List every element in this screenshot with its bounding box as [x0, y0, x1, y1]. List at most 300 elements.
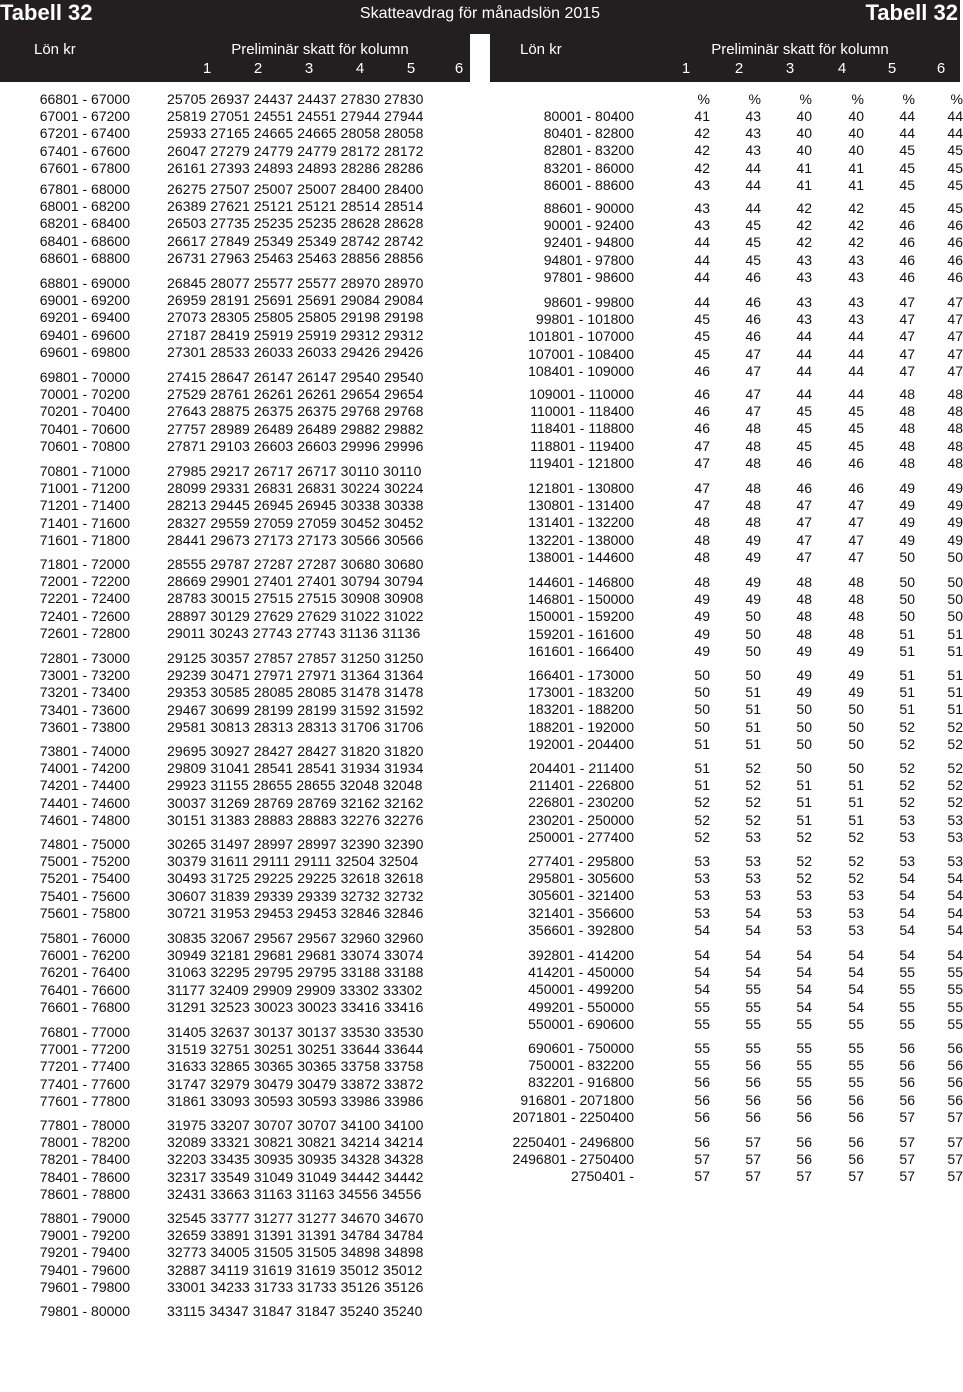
- percent-value: 56: [796, 1134, 812, 1150]
- tax-values: 33001 34233 31733 31733 35126 35126: [167, 1278, 424, 1295]
- percent-value: 48: [899, 420, 915, 437]
- percent-value: 43: [848, 268, 864, 285]
- percent-value: 52: [947, 794, 963, 811]
- percent-value: 43: [745, 142, 761, 159]
- percent-value: 44: [899, 108, 915, 124]
- percent-value: 51: [694, 777, 710, 794]
- percent-value: 57: [899, 1151, 915, 1168]
- percent-value: 48: [947, 403, 963, 420]
- percent-value: 48: [694, 574, 710, 590]
- percent-value: 43: [848, 251, 864, 268]
- tax-values: 27985 29217 26717 26717 30110 30110: [167, 463, 422, 479]
- percent-value: 45: [947, 200, 963, 216]
- percent-value: 55: [796, 1015, 812, 1032]
- percent-value: 48: [899, 386, 915, 402]
- percent-value: 56: [947, 1040, 963, 1056]
- percent-value: 55: [899, 964, 915, 981]
- percent-value: 57: [694, 1151, 710, 1168]
- tax-values: 26959 28191 25691 25691 29084 29084: [167, 292, 424, 309]
- percent-value: 49: [694, 642, 710, 659]
- percent-value: 49: [899, 497, 915, 514]
- salary-range: 79001 - 79200: [39, 1227, 130, 1244]
- percent-value: 49: [848, 642, 864, 659]
- percent-value: 53: [848, 887, 864, 904]
- percent-value: 51: [947, 684, 963, 701]
- percent-value: 47: [848, 548, 864, 565]
- tax-values: 32317 33549 31049 31049 34442 34442: [167, 1168, 424, 1185]
- tax-values: 32773 34005 31505 31505 34898 34898: [167, 1244, 424, 1261]
- percent-value: 48: [899, 437, 915, 454]
- tax-values: 32887 34119 31619 31619 35012 35012: [167, 1261, 423, 1278]
- tax-values: 31975 33207 30707 30707 34100 34100: [167, 1117, 424, 1133]
- percent-value: 51: [694, 760, 710, 776]
- percent-value: 41: [694, 108, 710, 124]
- salary-range: 73001 - 73200: [39, 667, 130, 684]
- salary-range: 2750401 -: [570, 1168, 634, 1185]
- salary-range: 67601 - 67800: [39, 159, 130, 176]
- percent-value: 48: [848, 625, 864, 642]
- percent-value: 56: [745, 1091, 761, 1108]
- percent-value: 52: [899, 735, 915, 752]
- percent-value: 52: [745, 777, 761, 794]
- salary-range: 204401 - 211400: [529, 760, 634, 776]
- percent-value: 46: [848, 454, 864, 471]
- percent-value: 52: [745, 811, 761, 828]
- percent-value: 52: [848, 853, 864, 869]
- percent-value: 53: [694, 887, 710, 904]
- percent-value: 49: [694, 591, 710, 608]
- percent-value: 51: [694, 735, 710, 752]
- percent-value: 45: [848, 437, 864, 454]
- percent-value: 48: [947, 420, 963, 437]
- percent-value: 55: [899, 998, 915, 1015]
- salary-range: 75201 - 75400: [39, 870, 130, 887]
- percent-value: 53: [848, 904, 864, 921]
- salary-range: 74601 - 74800: [39, 811, 130, 828]
- salary-range: 74201 - 74400: [39, 777, 130, 794]
- percent-value: 46: [745, 268, 761, 285]
- percent-value: 42: [694, 159, 710, 176]
- percent-value: 55: [848, 1074, 864, 1091]
- percent-value: 57: [694, 1168, 710, 1185]
- percent-value: 56: [694, 1074, 710, 1091]
- percent-value: 57: [848, 1168, 864, 1185]
- tax-values: 30949 32181 29681 29681 33074 33074: [167, 947, 424, 964]
- percent-value: 49: [694, 608, 710, 625]
- salary-range: 72401 - 72600: [39, 607, 130, 624]
- tax-values: 26845 28077 25577 25577 28970 28970: [167, 275, 424, 291]
- tax-values: 31063 32295 29795 29795 33188 33188: [167, 964, 424, 981]
- percent-value: 48: [745, 480, 761, 496]
- percent-value: 55: [899, 1015, 915, 1032]
- salary-range: 74001 - 74200: [39, 760, 130, 777]
- salary-range: 499201 - 550000: [528, 998, 634, 1015]
- percent-value: 55: [745, 1040, 761, 1056]
- tax-values: 30607 31839 29339 29339 32732 32732: [167, 887, 424, 904]
- percent-value: 43: [745, 125, 761, 142]
- salary-range: 450001 - 499200: [528, 981, 634, 998]
- salary-range: 80401 - 82800: [543, 125, 634, 142]
- salary-range: 71401 - 71600: [39, 514, 130, 531]
- percent-value: 51: [745, 684, 761, 701]
- percent-value: 43: [848, 311, 864, 328]
- salary-range: 99801 - 101800: [535, 311, 634, 328]
- tax-values: 27871 29103 26603 26603 29996 29996: [167, 437, 424, 454]
- salary-range: 69201 - 69400: [39, 309, 130, 326]
- salary-range: 183201 - 188200: [528, 701, 634, 718]
- salary-range: 76401 - 76600: [39, 981, 130, 998]
- percent-value: 51: [947, 625, 963, 642]
- percent-value: 56: [899, 1040, 915, 1056]
- percent-value: 54: [796, 947, 812, 963]
- percent-value: 51: [796, 811, 812, 828]
- salary-range: 173001 - 183200: [528, 684, 634, 701]
- percent-value: 47: [745, 362, 761, 379]
- salary-range: 94801 - 97800: [543, 251, 634, 268]
- percent-value: 42: [796, 234, 812, 251]
- salary-range: 88601 - 90000: [543, 200, 634, 216]
- tax-values: 31633 32865 30365 30365 33758 33758: [167, 1058, 424, 1075]
- percent-value: 52: [947, 760, 963, 776]
- salary-range: 305601 - 321400: [528, 887, 634, 904]
- percent-value: 53: [796, 921, 812, 938]
- percent-value: 48: [899, 454, 915, 471]
- percent-value: 47: [848, 531, 864, 548]
- percent-sign: %: [851, 91, 864, 107]
- salary-range: 76801 - 77000: [39, 1024, 130, 1040]
- salary-range: 82801 - 83200: [543, 142, 634, 159]
- percent-value: 48: [745, 420, 761, 437]
- percent-value: 56: [947, 1074, 963, 1091]
- tax-values: 26731 27963 25463 25463 28856 28856: [167, 249, 424, 266]
- salary-range: 690601 - 750000: [528, 1040, 634, 1056]
- tax-values: 27643 28875 26375 26375 29768 29768: [167, 403, 424, 420]
- salary-range: 110001 - 118400: [530, 403, 634, 420]
- salary-range: 77001 - 77200: [39, 1041, 130, 1058]
- percent-value: 45: [899, 200, 915, 216]
- percent-value: 44: [694, 234, 710, 251]
- tax-values: 31291 32523 30023 30023 33416 33416: [167, 998, 424, 1015]
- salary-range: 277401 - 295800: [528, 853, 634, 869]
- salary-range: 2250401 - 2496800: [512, 1134, 634, 1150]
- salary-range: 73201 - 73400: [39, 684, 130, 701]
- percent-value: 47: [947, 362, 963, 379]
- percent-value: 52: [947, 735, 963, 752]
- salary-range: 67001 - 67200: [39, 108, 130, 125]
- salary-range: 108401 - 109000: [528, 362, 634, 379]
- percent-value: 46: [947, 268, 963, 285]
- percent-value: 43: [796, 268, 812, 285]
- percent-value: 47: [899, 345, 915, 362]
- salary-range: 80001 - 80400: [543, 108, 634, 124]
- percent-value: 52: [694, 828, 710, 845]
- column-number: 5: [406, 60, 416, 77]
- percent-value: 48: [694, 531, 710, 548]
- percent-value: 50: [745, 625, 761, 642]
- percent-value: 49: [947, 531, 963, 548]
- percent-value: 46: [899, 234, 915, 251]
- tax-values: 27073 28305 25805 25805 29198 29198: [167, 309, 424, 326]
- percent-value: 55: [796, 1074, 812, 1091]
- percent-value: 48: [848, 574, 864, 590]
- salary-range: 73401 - 73600: [39, 701, 130, 718]
- percent-value: 40: [796, 125, 812, 142]
- salary-range: 230201 - 250000: [528, 811, 634, 828]
- salary-range: 161601 - 166400: [528, 642, 634, 659]
- salary-range: 75001 - 75200: [39, 853, 130, 870]
- percent-value: 51: [745, 718, 761, 735]
- salary-range: 79201 - 79400: [39, 1244, 130, 1261]
- percent-value: 55: [848, 1015, 864, 1032]
- percent-value: 40: [848, 142, 864, 159]
- percent-value: 48: [694, 548, 710, 565]
- percent-value: 55: [947, 981, 963, 998]
- percent-value: 50: [796, 701, 812, 718]
- salary-range: 73801 - 74000: [39, 743, 130, 759]
- percent-value: 43: [745, 108, 761, 124]
- title-bar: [0, 0, 960, 34]
- percent-value: 50: [947, 574, 963, 590]
- percent-value: 48: [796, 625, 812, 642]
- salary-range: 119401 - 121800: [529, 454, 634, 471]
- salary-range: 86001 - 88600: [543, 176, 634, 193]
- percent-value: 52: [899, 794, 915, 811]
- table-title-right: Tabell 32: [865, 0, 958, 25]
- percent-value: 53: [694, 870, 710, 887]
- column-number: 4: [837, 60, 847, 77]
- percent-value: 49: [899, 514, 915, 531]
- percent-value: 56: [947, 1057, 963, 1074]
- column-number: 1: [681, 60, 691, 77]
- percent-value: 40: [796, 108, 812, 124]
- salary-range: 67401 - 67600: [39, 142, 130, 159]
- salary-range: 144601 - 146800: [528, 574, 634, 590]
- column-number: 3: [304, 60, 314, 77]
- salary-range: 75801 - 76000: [39, 930, 130, 946]
- percent-value: 55: [947, 998, 963, 1015]
- salary-range: 550001 - 690600: [528, 1015, 634, 1032]
- percent-value: 45: [947, 159, 963, 176]
- tax-values: 27187 28419 25919 25919 29312 29312: [167, 326, 424, 343]
- column-number: 2: [734, 60, 744, 77]
- percent-value: 51: [947, 642, 963, 659]
- percent-value: 50: [796, 760, 812, 776]
- percent-value: 49: [899, 531, 915, 548]
- salary-range: 166401 - 173000: [528, 667, 634, 683]
- percent-value: 45: [745, 217, 761, 234]
- salary-range: 101801 - 107000: [528, 328, 634, 345]
- salary-range: 68401 - 68600: [39, 232, 130, 249]
- percent-value: 50: [694, 718, 710, 735]
- percent-value: 54: [796, 981, 812, 998]
- salary-range: 67201 - 67400: [39, 125, 130, 142]
- tax-values: 26047 27279 24779 24779 28172 28172: [167, 142, 424, 159]
- tax-values: 26161 27393 24893 24893 28286 28286: [167, 159, 424, 176]
- percent-value: 45: [694, 345, 710, 362]
- salary-range: 67801 - 68000: [39, 181, 130, 197]
- salary-range: 70201 - 70400: [39, 403, 130, 420]
- percent-value: 53: [848, 921, 864, 938]
- percent-value: 42: [796, 200, 812, 216]
- table-title-left: Tabell 32: [0, 0, 93, 25]
- percent-value: 44: [796, 362, 812, 379]
- percent-value: 48: [848, 591, 864, 608]
- tax-values: 30721 31953 29453 29453 32846 32846: [167, 904, 424, 921]
- percent-value: 50: [899, 608, 915, 625]
- salary-range: 131401 - 132200: [528, 514, 634, 531]
- percent-value: 54: [848, 947, 864, 963]
- salary-range: 68201 - 68400: [39, 215, 130, 232]
- salary-range: 188201 - 192000: [528, 718, 634, 735]
- percent-value: 56: [694, 1134, 710, 1150]
- percent-value: 53: [899, 853, 915, 869]
- salary-range: 98601 - 99800: [543, 294, 634, 310]
- tax-values: 28555 29787 27287 27287 30680 30680: [167, 556, 424, 572]
- salary-range: 68801 - 69000: [39, 275, 130, 291]
- lon-label: Lön kr: [520, 41, 562, 58]
- percent-value: 50: [796, 718, 812, 735]
- percent-value: 51: [899, 684, 915, 701]
- tax-values: 28099 29331 26831 26831 30224 30224: [167, 480, 424, 497]
- percent-value: 49: [947, 514, 963, 531]
- percent-value: 47: [947, 345, 963, 362]
- percent-value: 46: [694, 386, 710, 402]
- salary-range: 78601 - 78800: [39, 1185, 130, 1202]
- salary-range: 77601 - 77800: [39, 1092, 130, 1109]
- percent-value: 45: [796, 403, 812, 420]
- percent-value: 44: [745, 176, 761, 193]
- salary-range: 159201 - 161600: [528, 625, 634, 642]
- tax-values: 30493 31725 29225 29225 32618 32618: [167, 870, 424, 887]
- percent-value: 46: [694, 362, 710, 379]
- percent-value: 55: [796, 1057, 812, 1074]
- tax-values: 27301 28533 26033 26033 29426 29426: [167, 343, 424, 360]
- tax-values: 29353 30585 28085 28085 31478 31478: [167, 684, 424, 701]
- salary-range: 66801 - 67000: [39, 91, 130, 107]
- column-number: 5: [887, 60, 897, 77]
- percent-value: 48: [947, 454, 963, 471]
- salary-range: 77201 - 77400: [39, 1058, 130, 1075]
- percent-value: 55: [745, 981, 761, 998]
- salary-range: 109001 - 110000: [529, 386, 634, 402]
- percent-value: 53: [947, 853, 963, 869]
- prelim-label: Preliminär skatt för kolumn: [231, 41, 409, 58]
- percent-value: 53: [947, 811, 963, 828]
- percent-value: 48: [694, 514, 710, 531]
- percent-value: 55: [745, 1015, 761, 1032]
- percent-value: 48: [947, 386, 963, 402]
- percent-value: 47: [848, 497, 864, 514]
- percent-value: 47: [745, 345, 761, 362]
- tax-values: 28441 29673 27173 27173 30566 30566: [167, 531, 424, 548]
- percent-value: 48: [745, 437, 761, 454]
- percent-value: 55: [694, 998, 710, 1015]
- percent-value: 44: [848, 362, 864, 379]
- percent-value: 51: [947, 701, 963, 718]
- salary-range: 77801 - 78000: [39, 1117, 130, 1133]
- percent-value: 41: [848, 176, 864, 193]
- percent-value: 52: [899, 718, 915, 735]
- percent-value: 56: [899, 1074, 915, 1091]
- salary-range: 79801 - 80000: [39, 1303, 130, 1319]
- percent-value: 45: [745, 251, 761, 268]
- percent-sign: %: [950, 91, 963, 107]
- percent-value: 47: [796, 514, 812, 531]
- percent-value: 52: [694, 794, 710, 811]
- percent-value: 46: [694, 420, 710, 437]
- percent-value: 40: [848, 125, 864, 142]
- salary-range: 78401 - 78600: [39, 1168, 130, 1185]
- salary-range: 74401 - 74600: [39, 794, 130, 811]
- percent-value: 51: [947, 667, 963, 683]
- percent-value: 45: [899, 176, 915, 193]
- percent-value: 52: [796, 828, 812, 845]
- percent-value: 44: [796, 386, 812, 402]
- salary-range: 832201 - 916800: [528, 1074, 634, 1091]
- percent-value: 47: [899, 311, 915, 328]
- percent-value: 46: [796, 454, 812, 471]
- percent-value: 56: [848, 1091, 864, 1108]
- tax-values: 26503 27735 25235 25235 28628 28628: [167, 215, 424, 232]
- salary-range: 295801 - 305600: [528, 870, 634, 887]
- percent-value: 46: [947, 217, 963, 234]
- percent-value: 46: [694, 403, 710, 420]
- percent-value: 51: [899, 667, 915, 683]
- salary-range: 71601 - 71800: [39, 531, 130, 548]
- percent-value: 50: [848, 718, 864, 735]
- percent-value: 57: [796, 1168, 812, 1185]
- percent-value: 56: [848, 1134, 864, 1150]
- percent-value: 42: [694, 125, 710, 142]
- percent-value: 46: [899, 268, 915, 285]
- percent-value: 54: [947, 887, 963, 904]
- salary-range: 72801 - 73000: [39, 650, 130, 666]
- salary-range: 75401 - 75600: [39, 887, 130, 904]
- percent-value: 49: [745, 531, 761, 548]
- percent-value: 51: [745, 701, 761, 718]
- percent-value: 44: [694, 294, 710, 310]
- percent-value: 54: [899, 921, 915, 938]
- percent-value: 52: [848, 870, 864, 887]
- salary-range: 211401 - 226800: [529, 777, 634, 794]
- percent-value: 43: [848, 294, 864, 310]
- percent-value: 50: [694, 667, 710, 683]
- percent-value: 44: [947, 125, 963, 142]
- percent-value: 53: [796, 904, 812, 921]
- percent-value: 40: [848, 108, 864, 124]
- percent-value: 47: [694, 480, 710, 496]
- percent-value: 42: [848, 217, 864, 234]
- percent-value: 57: [899, 1134, 915, 1150]
- percent-value: 43: [796, 251, 812, 268]
- salary-range: 71801 - 72000: [39, 556, 130, 572]
- tax-values: 27529 28761 26261 26261 29654 29654: [167, 386, 424, 403]
- salary-range: 69001 - 69200: [39, 292, 130, 309]
- percent-value: 54: [899, 870, 915, 887]
- percent-value: 49: [947, 480, 963, 496]
- salary-range: 79601 - 79800: [39, 1278, 130, 1295]
- column-number: 6: [936, 60, 946, 77]
- percent-value: 55: [947, 964, 963, 981]
- tax-values: 32203 33435 30935 30935 34328 34328: [167, 1151, 424, 1168]
- percent-value: 46: [745, 328, 761, 345]
- salary-range: 121801 - 130800: [528, 480, 634, 496]
- salary-range: 226801 - 230200: [528, 794, 634, 811]
- percent-value: 50: [899, 591, 915, 608]
- percent-value: 57: [947, 1168, 963, 1185]
- percent-value: 46: [947, 234, 963, 251]
- percent-value: 54: [694, 981, 710, 998]
